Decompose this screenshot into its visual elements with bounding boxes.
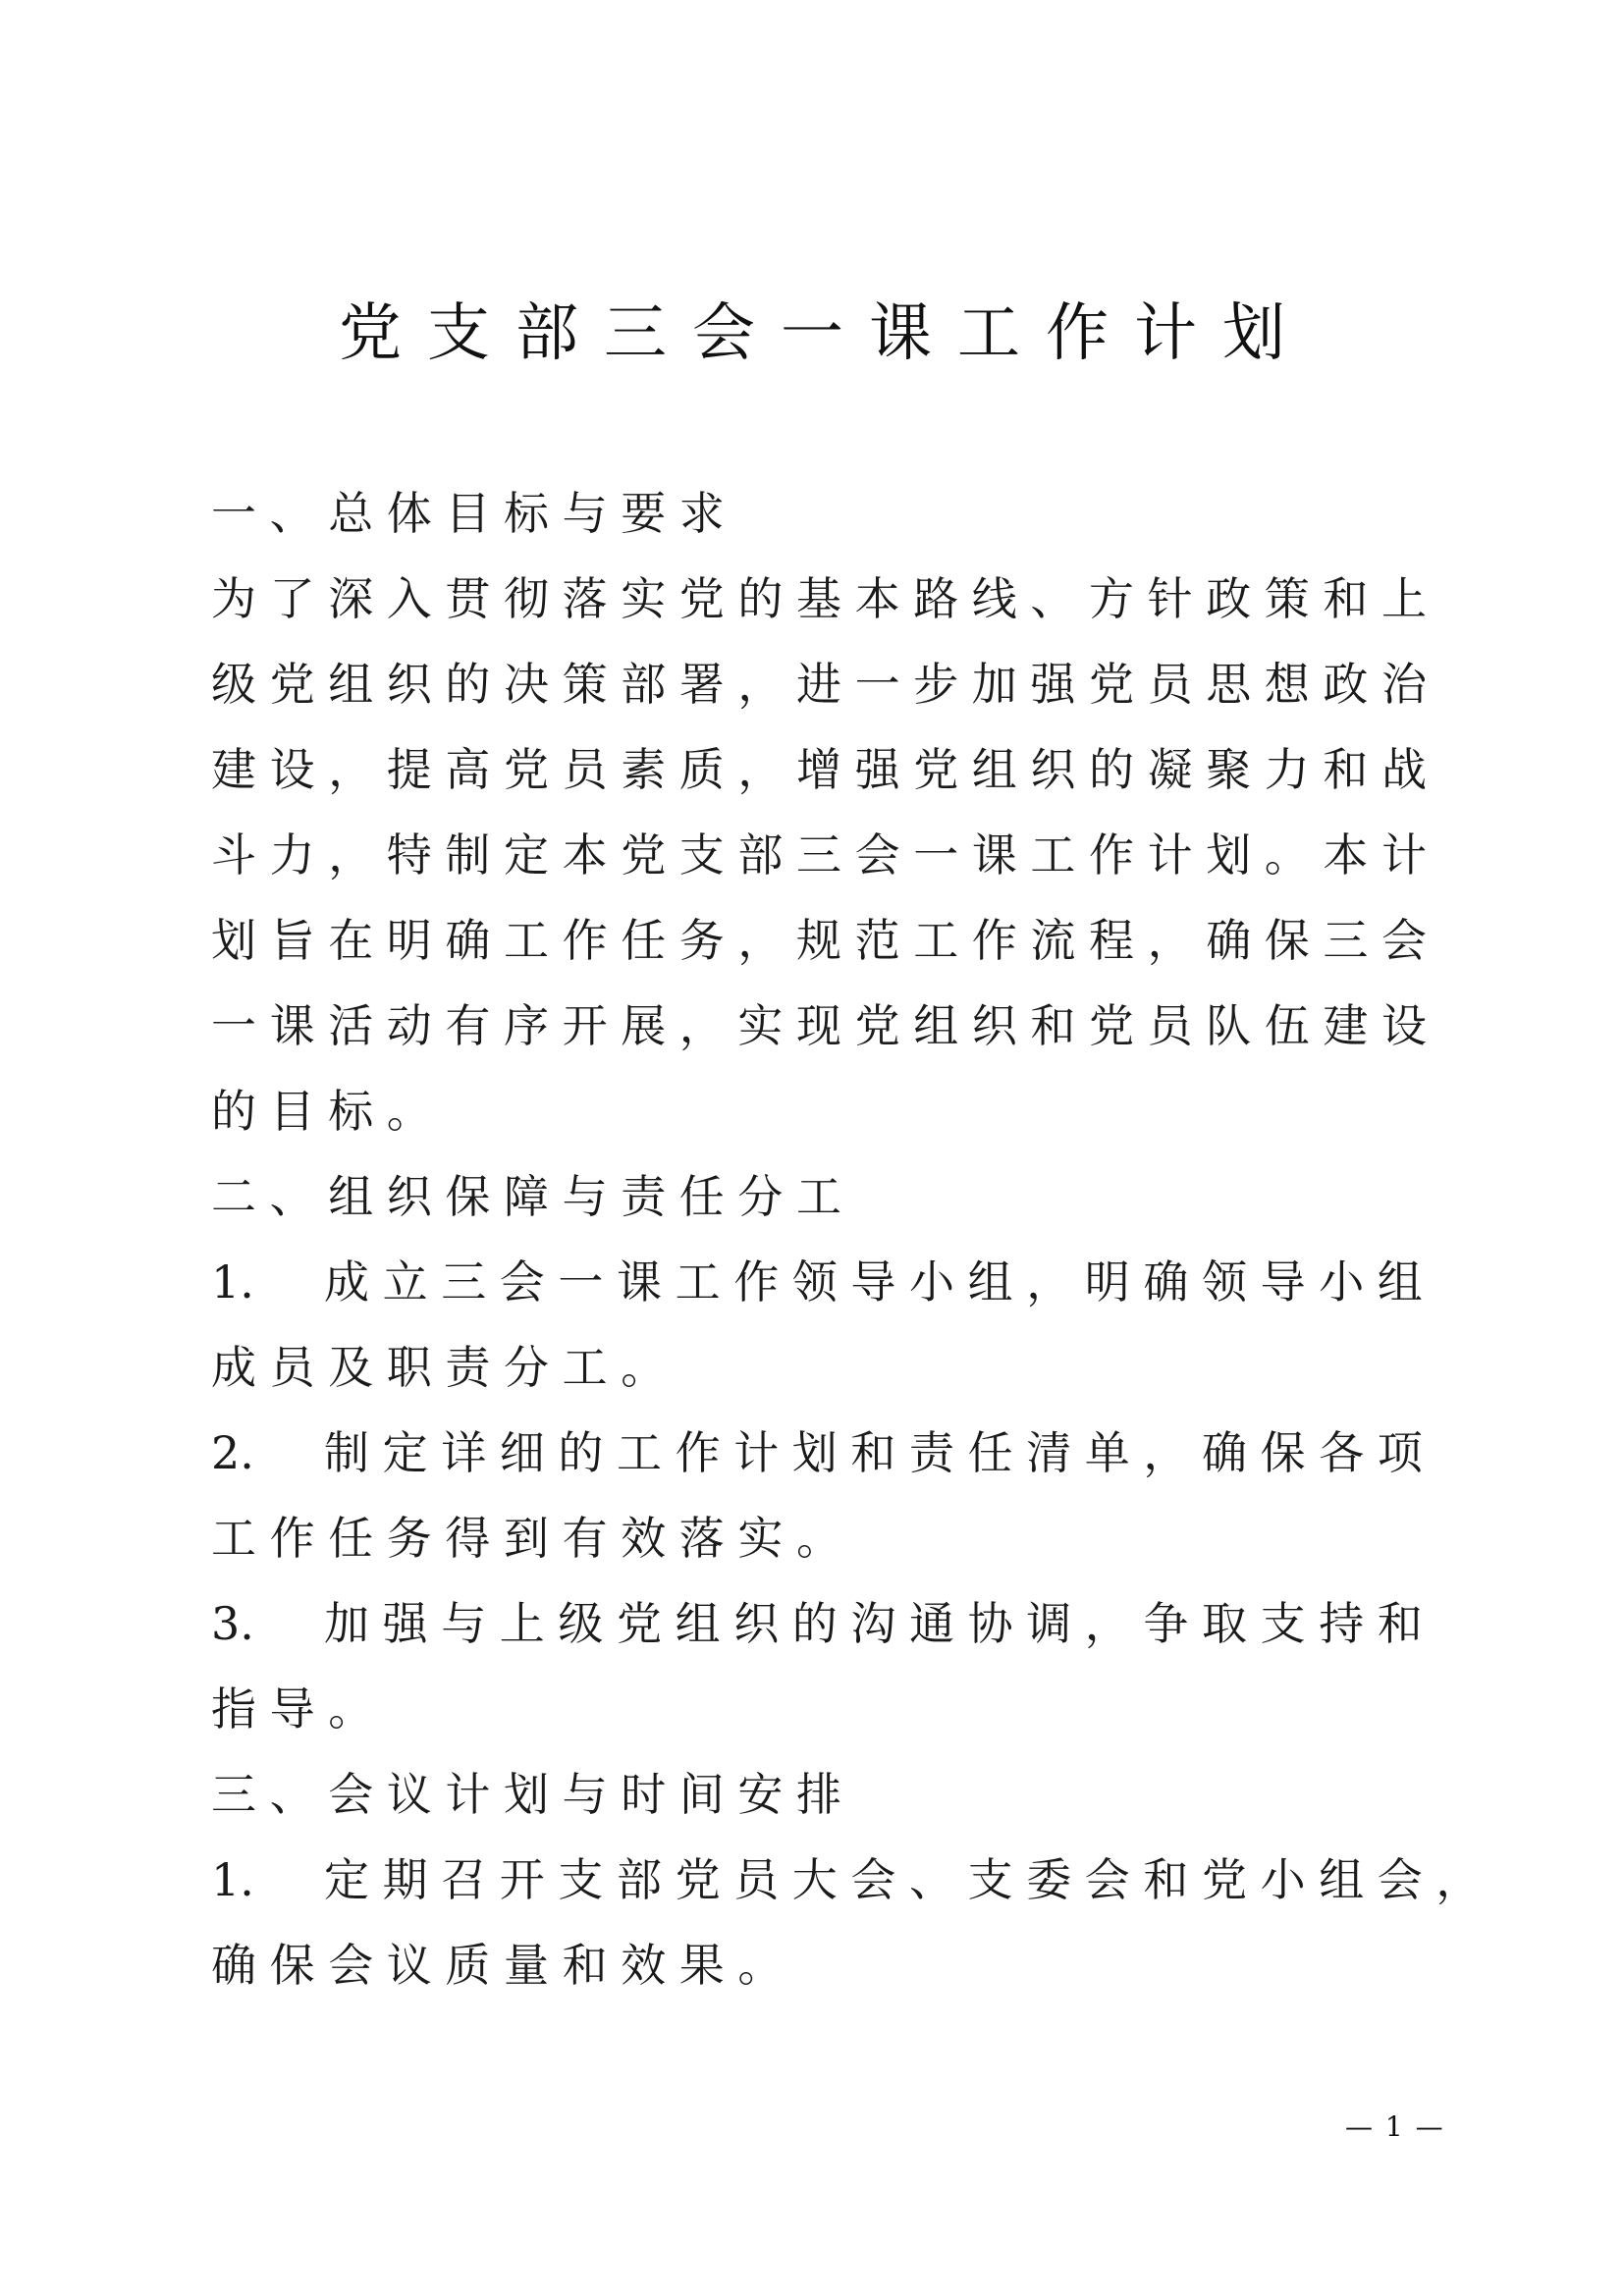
document-body: [211, 471, 1494, 2008]
list-item-continuation: 指导。: [211, 1682, 387, 1735]
list-item: [211, 1411, 1448, 1496]
paragraph-line: 斗力，特制定本党支部三会一课工作计划。本计: [211, 828, 1440, 881]
paragraph-line: 级党组织的决策部署，进一步加强党员思想政治: [211, 658, 1440, 711]
list-item-number: 3.: [211, 1597, 254, 1650]
list-item-text: 加强与上级党组织的沟通协调，争取支持和: [324, 1597, 1436, 1650]
list-item-number: 1.: [211, 1255, 254, 1308]
list-item-number: 2.: [211, 1426, 254, 1479]
paragraph-line: 建设，提高党员素质，增强党组织的凝聚力和战: [211, 743, 1440, 796]
paragraph-line: 的目标。: [211, 1085, 446, 1138]
document-title: 党支部三会一课工作计划: [339, 297, 1311, 370]
list-item-text: 定期召开支部党员大会、支委会和党小组会，: [324, 1853, 1494, 1906]
list-item-number: 1.: [211, 1853, 254, 1906]
section-heading: 一、总体目标与要求: [211, 487, 738, 540]
list-item-text: 制定详细的工作计划和责任清单，确保各项: [324, 1426, 1436, 1479]
list-item: [211, 1581, 1448, 1667]
list-item-continuation: 成员及职责分工。: [211, 1341, 679, 1394]
paragraph-line: 划旨在明确工作任务，规范工作流程，确保三会: [211, 914, 1440, 967]
list-item-continuation: 工作任务得到有效落实。: [211, 1512, 855, 1565]
paragraph-line: 一课活动有序开展，实现党组织和党员队伍建设: [211, 999, 1440, 1052]
page-number: — 1 —: [1345, 2110, 1445, 2143]
paragraph-line: 为了深入贯彻落实党的基本路线、方针政策和上: [211, 572, 1440, 625]
list-item-text: 成立三会一课工作领导小组，明确领导小组: [324, 1255, 1436, 1308]
section-heading: 二、组织保障与责任分工: [211, 1170, 855, 1223]
section-heading: 三、会议计划与时间安排: [211, 1768, 855, 1821]
list-item: [211, 1240, 1448, 1325]
list-item-continuation: 确保会议质量和效果。: [211, 1939, 796, 1992]
list-item: [211, 1838, 1494, 1923]
